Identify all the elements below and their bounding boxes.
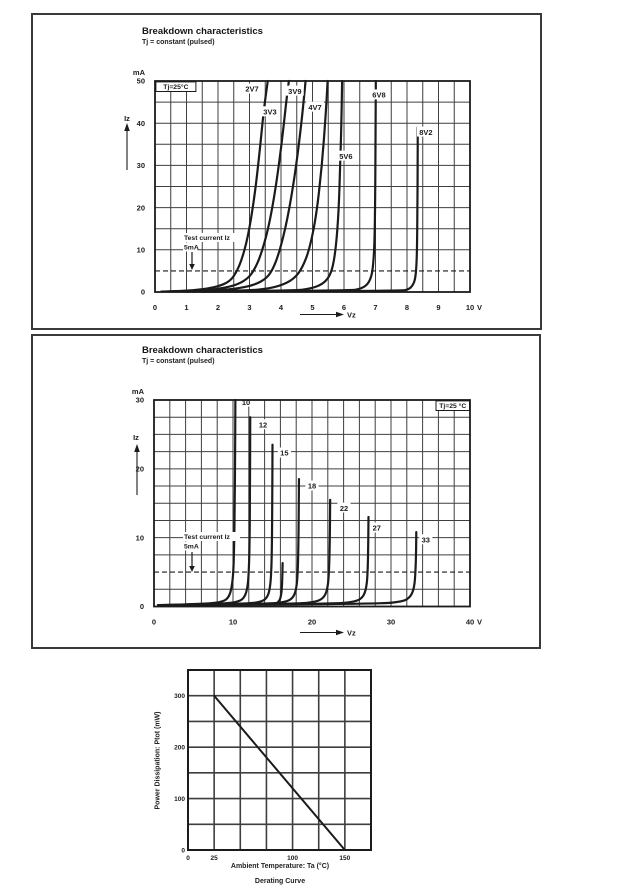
y-tick-label: 0 <box>181 847 185 855</box>
x-axis-unit: V <box>477 617 483 627</box>
test-current-label: Test current Iz <box>184 235 230 242</box>
curve-33 <box>186 532 417 605</box>
x-tick-label: 2 <box>215 303 221 312</box>
x-tick-label: 6 <box>341 303 347 312</box>
x-tick-label: 10 <box>228 617 238 627</box>
y-tick-label: 30 <box>136 161 145 171</box>
x-tick-label: 10 <box>465 303 475 312</box>
curve-label-3V9: 3V9 <box>288 86 302 96</box>
y-tick-label: 50 <box>136 76 145 86</box>
y-axis-arrowhead <box>124 123 130 131</box>
x-tick-label: 40 <box>465 617 475 627</box>
curve-label-10: 10 <box>241 397 251 407</box>
x-tick-label: 0 <box>151 617 157 627</box>
derating-x-axis-label: Ambient Temperature: Ta (°C) <box>230 863 330 870</box>
x-tick-label: 9 <box>436 303 441 312</box>
chart2-title: Breakdown characteristics <box>142 345 263 356</box>
x-tick-label: 30 <box>386 617 396 627</box>
curve-label-4V7: 4V7 <box>308 102 322 112</box>
curve-label-2V7: 2V7 <box>245 84 259 94</box>
y-tick-label: 20 <box>135 464 144 474</box>
x-axis-arrowhead <box>336 630 344 636</box>
curve-label-5V6: 5V6 <box>339 151 353 161</box>
x-tick-label: 0 <box>186 855 190 862</box>
y-axis-unit: mA <box>132 68 145 77</box>
y-tick-label: 0 <box>139 602 144 612</box>
y-axis-arrowhead <box>134 444 140 452</box>
curve-label-3V3: 3V3 <box>263 107 277 117</box>
y-tick-label: 300 <box>174 693 185 701</box>
x-tick-label: 5 <box>310 303 315 312</box>
y-tick-label: 200 <box>174 744 185 752</box>
curve-label-33: 33 <box>421 535 430 545</box>
x-axis-arrowhead <box>336 312 344 318</box>
x-axis-quantity-label: Vz <box>347 628 356 638</box>
y-tick-label: 100 <box>174 795 185 803</box>
x-tick-label: 0 <box>152 303 158 312</box>
test-current-value-label: 5mA <box>184 244 199 252</box>
x-tick-label: 7 <box>373 303 378 312</box>
curve-label-22: 22 <box>339 503 349 513</box>
x-axis-unit: V <box>477 303 483 312</box>
y-tick-label: 10 <box>136 245 145 255</box>
y-axis-unit: mA <box>131 387 144 396</box>
x-tick-label: 20 <box>307 617 317 627</box>
x-tick-label: 4 <box>278 303 284 312</box>
condition-label: Tj=25 °C <box>439 403 467 411</box>
y-axis-quantity-label: Iz <box>133 433 139 442</box>
curve-label-27: 27 <box>372 523 381 533</box>
y-tick-label: 20 <box>136 203 145 213</box>
curve-label-8V2: 8V2 <box>419 127 433 137</box>
x-tick-label: 25 <box>210 855 218 862</box>
test-current-value-label: 5mA <box>184 543 199 551</box>
chart1-title: Breakdown characteristics <box>142 26 263 37</box>
curve-12 <box>162 417 250 605</box>
curve-label-12: 12 <box>258 420 268 430</box>
derating-chart-title: Derating Curve <box>254 878 306 885</box>
curve-label-18: 18 <box>307 481 317 491</box>
test-current-arrowhead <box>189 566 195 572</box>
chart2-subtitle: Tj = constant (pulsed) <box>142 358 215 365</box>
test-current-arrowhead <box>189 264 195 270</box>
x-tick-label: 8 <box>404 303 410 312</box>
test-current-label: Test current Iz <box>184 534 230 541</box>
x-tick-label: 100 <box>287 855 299 862</box>
condition-label: Tj=25°C <box>163 84 189 92</box>
curve-label-15: 15 <box>280 448 289 458</box>
curve-8V2 <box>202 127 417 291</box>
y-tick-label: 40 <box>136 118 145 128</box>
x-axis-quantity-label: Vz <box>347 310 356 320</box>
x-tick-label: 1 <box>184 303 189 312</box>
curve-unlabeled <box>275 563 283 605</box>
y-tick-label: 0 <box>140 287 145 297</box>
x-tick-label: 150 <box>339 855 351 862</box>
y-tick-label: 10 <box>135 533 144 543</box>
chart1-subtitle: Tj = constant (pulsed) <box>142 39 215 46</box>
curve-label-6V8: 6V8 <box>372 90 386 100</box>
x-tick-label: 3 <box>247 303 252 312</box>
derating-y-axis-label: Power Dissipation: Ptot (mW) <box>154 711 162 810</box>
y-axis-quantity-label: Iz <box>124 114 130 123</box>
y-tick-label: 30 <box>135 395 144 405</box>
